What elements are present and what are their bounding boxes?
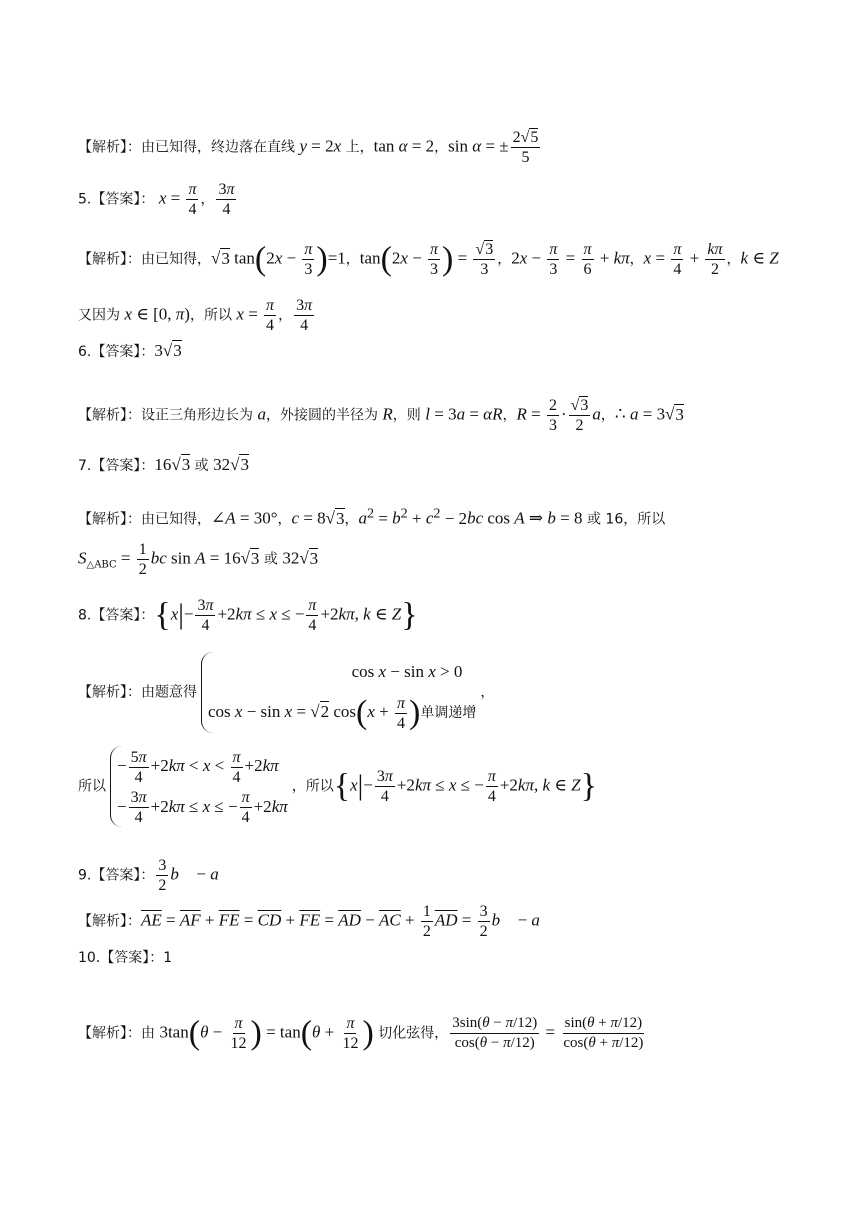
analysis-line-q10: 【解析】：由 3tan(θ − $\frac{\pi}{12}$ ) = tan(θ + $\frac{\pi}{12}$ ) 切化弦得， $\frac{3\sin(\theta - \pi/12)}{\cos(\theta - \pi/12)}$ = $\frac{\sin(\theta + \pi/12)}{\cos(\theta + \pi/12)}$ — [78, 1014, 644, 1052]
system-braces-2: − $\frac{5\pi}{4}$ +2kπ < x < $\frac{\pi}{4}$ +2kπ − $\frac{3\pi}{4}$ +2kπ ≤ x ≤ − $\frac{\pi}{4}$ +2kπ — [110, 746, 288, 827]
analysis-line-q9: 【解析】：$\overline{AE} = \overline{AF} + \overline{FE} = \overline{CD} + \overline{FE} = \overline{AD} - \overline{AC}$ + $\frac{1}{2}$ $\overline{AD}$ = $\frac{3}{2}$ b⃗ − a⃗ — [78, 903, 554, 940]
analysis-line-q5: 【解析】：由已知得，√3 tan(2x − $\frac{\pi}{3}$ )=1，tan(2x − $\frac{\pi}{3}$ ) = $\frac{√3}{3}$ ，2x − $\frac{\pi}{3}$ = $\frac{\pi}{6}$ + kπ，x = $\frac{\pi}{4}$ + $\frac{k\pi}{2}$ ，k ∈ Z — [78, 240, 779, 278]
answer-q6: 6.【答案】：3√3 — [78, 341, 182, 360]
answer-q9: 9.【答案】： $\frac{3}{2}$ b⃗ − a⃗ — [78, 857, 232, 894]
answer-q8: 8.【答案】：{x|− $\frac{3\pi}{4}$ +2kπ ≤ x ≤ − $\frac{\pi}{4}$ +2kπ, k ∈ Z} — [78, 596, 418, 634]
answer-q5: 5.【答案】： x = $\frac{\pi}{4}$ ， $\frac{3\pi}{4}$ — [78, 181, 235, 218]
analysis-line-q4: 【解析】：由已知得，终边落在直线 y = 2x 上，tan α = 2，sin α = ± $\frac{2√5}{5}$ — [78, 129, 539, 166]
analysis-line-q6: 【解析】：设正三角形边长为 a，外接圆的半径为 R，则 l = 3a = αR，R = $\frac{2}{3}$ · $\frac{√3}{2}$ a，∴ a = 3√3 — [78, 397, 684, 434]
answer-q10: 10.【答案】：1 — [78, 950, 173, 966]
answer-q7: 7.【答案】：16√3 或 32√3 — [78, 455, 249, 474]
analysis-line-q8-result: 所以 − $\frac{5\pi}{4}$ +2kπ < x < $\frac{\pi}{4}$ +2kπ − $\frac{3\pi}{4}$ +2kπ ≤ x ≤ − $\frac{\pi}{4}$ +2kπ ，所以{x|− $\frac{3\pi}{4}$ +2kπ ≤ x ≤ − $\frac{\pi}{4}$ +2kπ, k ∈ Z} — [78, 746, 597, 827]
analysis-line-q7-cont: $S_{\triangle ABC}$ = $\frac{1}{2}$ bc sin A = 16√3 或 32√3 — [78, 541, 319, 578]
system-braces: cos x − sin x > 0 cos x − sin x = √2 cos(x + $\frac{\pi}{4}$ )单调递增 — [201, 652, 476, 733]
analysis-line-q5-cont: 又因为 x ∈ [0, π)，所以 x = $\frac{\pi}{4}$ ， $\frac{3\pi}{4}$ — [78, 297, 313, 334]
analysis-line-q7: 【解析】：由已知得，∠A = 30°，c = 8√3，$a^2 = b^2 + c^2 - 2bc$ cos A ⇒ b = 8 或 16，所以 — [78, 505, 666, 528]
analysis-line-q8: 【解析】：由题意得 cos x − sin x > 0 cos x − sin x = √2 cos(x + $\frac{\pi}{4}$ )单调递增 ， — [78, 652, 494, 733]
